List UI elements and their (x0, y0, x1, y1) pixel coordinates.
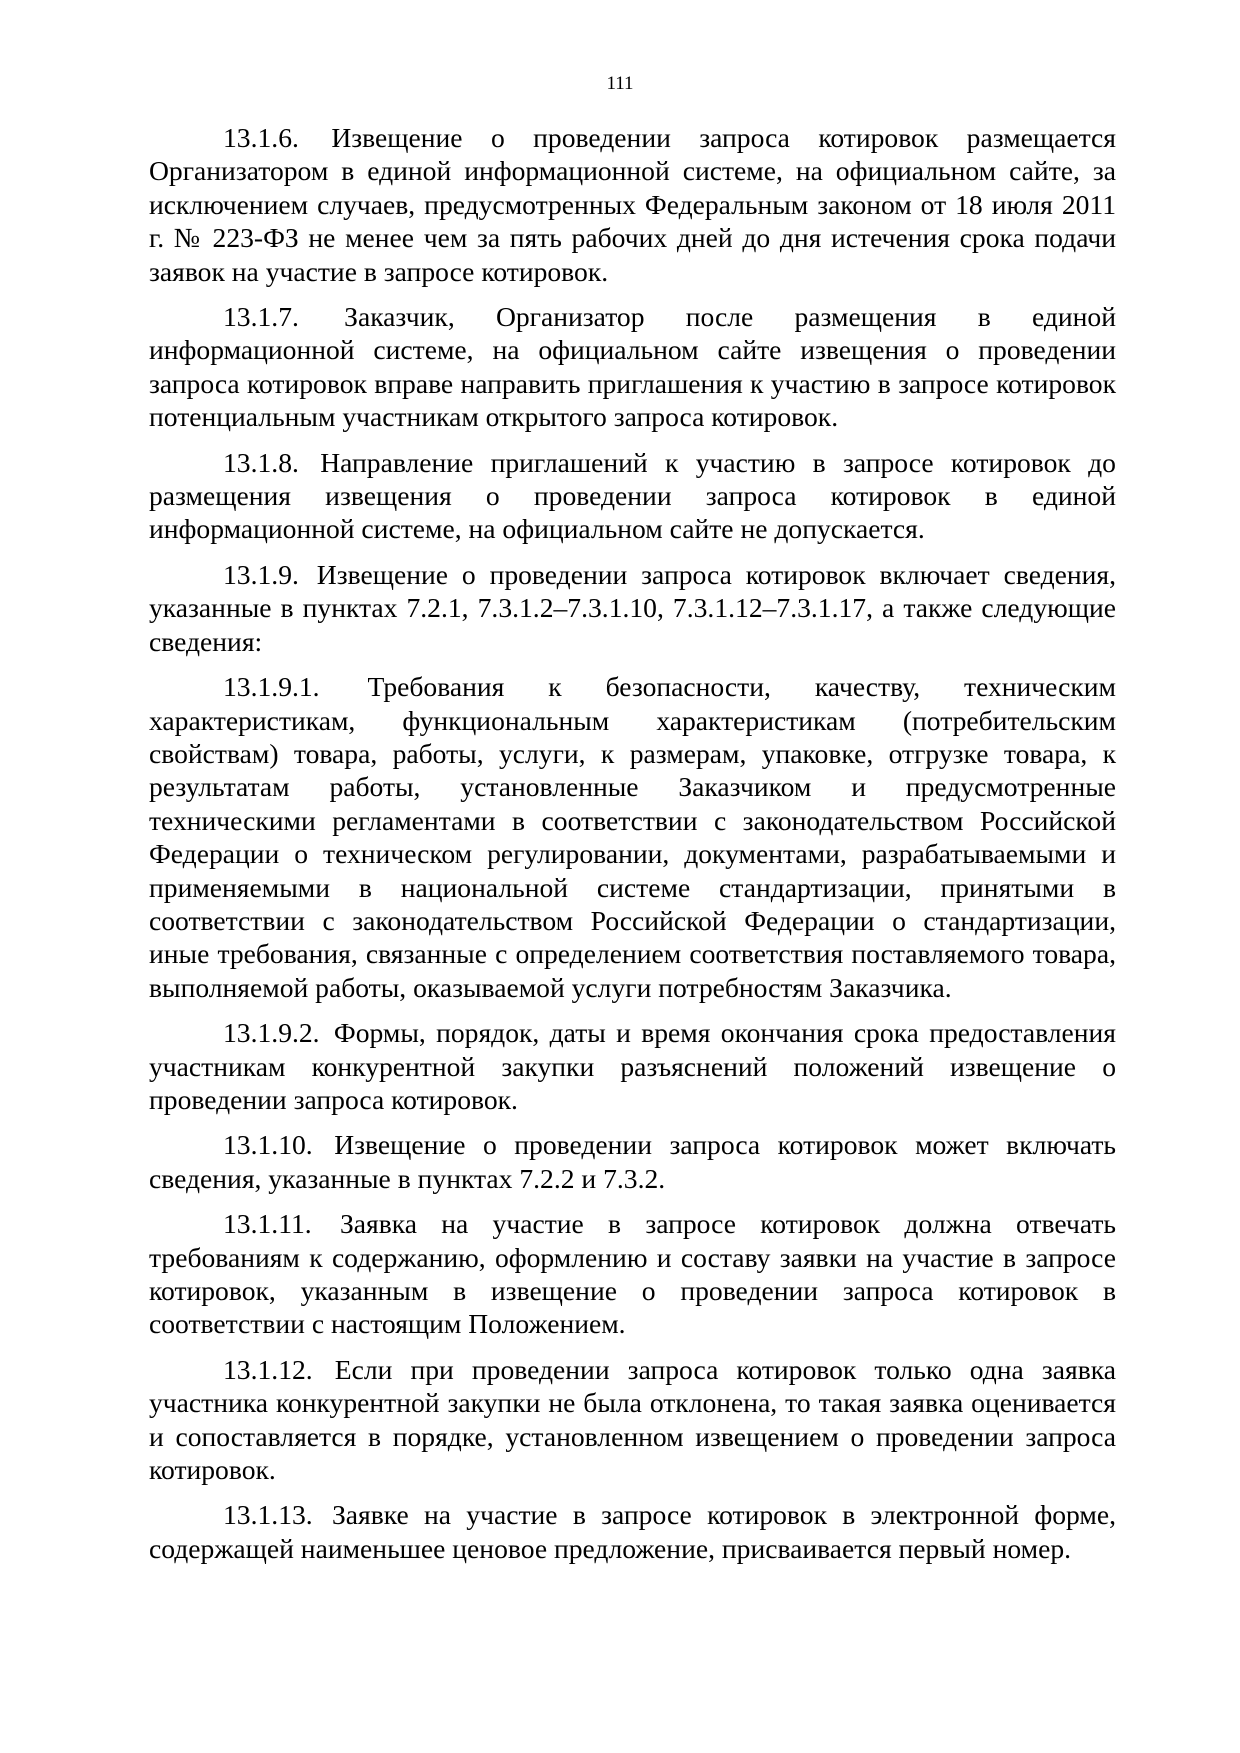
paragraph-13-1-12 (149, 1353, 1116, 1487)
paragraph-number: 13.1.7. (223, 301, 299, 333)
paragraph-text: Извещение о проведении запроса котировок может включать сведения, указанные в пунктах 7.2.2 и 7.3.2. (149, 1129, 1116, 1194)
document-body (149, 121, 1116, 1577)
paragraph-text: Извещение о проведении запроса котировок размещается Организатором в единой информационной системе, на официальном сайте, за исключением случаев, предусмотренных Федеральным законом от 18 июля 2011 г. № 223-ФЗ не менее чем за пять рабочих дней до дня истечения срока подачи заявок на участие в запросе котировок. (149, 122, 1116, 287)
paragraph-number: 13.1.9.1. (223, 671, 320, 703)
paragraph-13-1-10 (149, 1128, 1116, 1195)
paragraph-13-1-9-2 (149, 1016, 1116, 1116)
paragraph-text: Требования к безопасности, качеству, техническим характеристикам, функциональным характеристикам (потребительским свойствам) товара, работы, услуги, к размерам, упаковке, отгрузке товара, к результатам работы, установленные Заказчиком и предусмотренные техническими регламентами в соответствии с законодательством Российской Федерации о техническом регулировании, документами, разрабатываемыми и применяемыми в национальной системе стандартизации, принятыми в соответствии с законодательством Российской Федерации о стандартизации, иные требования, связанные с определением соответствия поставляемого товара, выполняемой работы, оказываемой услуги потребностям Заказчика. (149, 671, 1116, 1003)
paragraph-number: 13.1.10. (223, 1129, 313, 1161)
paragraph-number: 13.1.9.2. (223, 1017, 320, 1049)
page-number: 111 (606, 73, 634, 94)
paragraph-text: Заявка на участие в запросе котировок должна отвечать требованиям к содержанию, оформлению и составу заявки на участие в запросе котировок, указанным в извещение о проведении запроса котировок в соответствии с настоящим Положением. (149, 1208, 1116, 1340)
paragraph-text: Заявке на участие в запросе котировок в электронной форме, содержащей наименьшее ценовое предложение, присваивается первый номер. (149, 1499, 1116, 1564)
paragraph-13-1-9 (149, 558, 1116, 658)
paragraph-13-1-8 (149, 446, 1116, 546)
paragraph-number: 13.1.13. (223, 1499, 313, 1531)
paragraph-text: Извещение о проведении запроса котировок включает сведения, указанные в пунктах 7.2.1, 7.3.1.2–7.3.1.10, 7.3.1.12–7.3.1.17, а также следующие сведения: (149, 558, 1116, 657)
paragraph-text: Заказчик, Организатор после размещения в единой информационной системе, на официальном сайте извещения о проведении запроса котировок вправе направить приглашения к участию в запросе котировок потенциальным участникам открытого запроса котировок. (149, 301, 1116, 433)
paragraph-13-1-11 (149, 1207, 1116, 1341)
paragraph-13-1-6 (149, 121, 1116, 288)
paragraph-13-1-9-1 (149, 670, 1116, 1004)
paragraph-number: 13.1.11. (223, 1208, 312, 1240)
paragraph-number: 13.1.9. (223, 558, 299, 590)
paragraph-number: 13.1.6. (223, 122, 299, 153)
paragraph-number: 13.1.8. (223, 446, 299, 478)
paragraph-13-1-7 (149, 300, 1116, 434)
paragraph-text: Если при проведении запроса котировок только одна заявка участника конкурентной закупки не была отклонена, то такая заявка оценивается и сопоставляется в порядке, установленном извещением о проведении запроса котировок. (149, 1353, 1116, 1486)
paragraph-13-1-13 (149, 1498, 1116, 1565)
paragraph-text: Направление приглашений к участию в запросе котировок до размещения извещения о проведении запроса котировок в единой информационной системе, на официальном сайте не допускается. (149, 446, 1116, 545)
paragraph-number: 13.1.12. (223, 1353, 313, 1385)
paragraph-text: Формы, порядок, даты и время окончания срока предоставления участникам конкурентной закупки разъяснений положений извещение о проведении запроса котировок. (149, 1017, 1116, 1115)
